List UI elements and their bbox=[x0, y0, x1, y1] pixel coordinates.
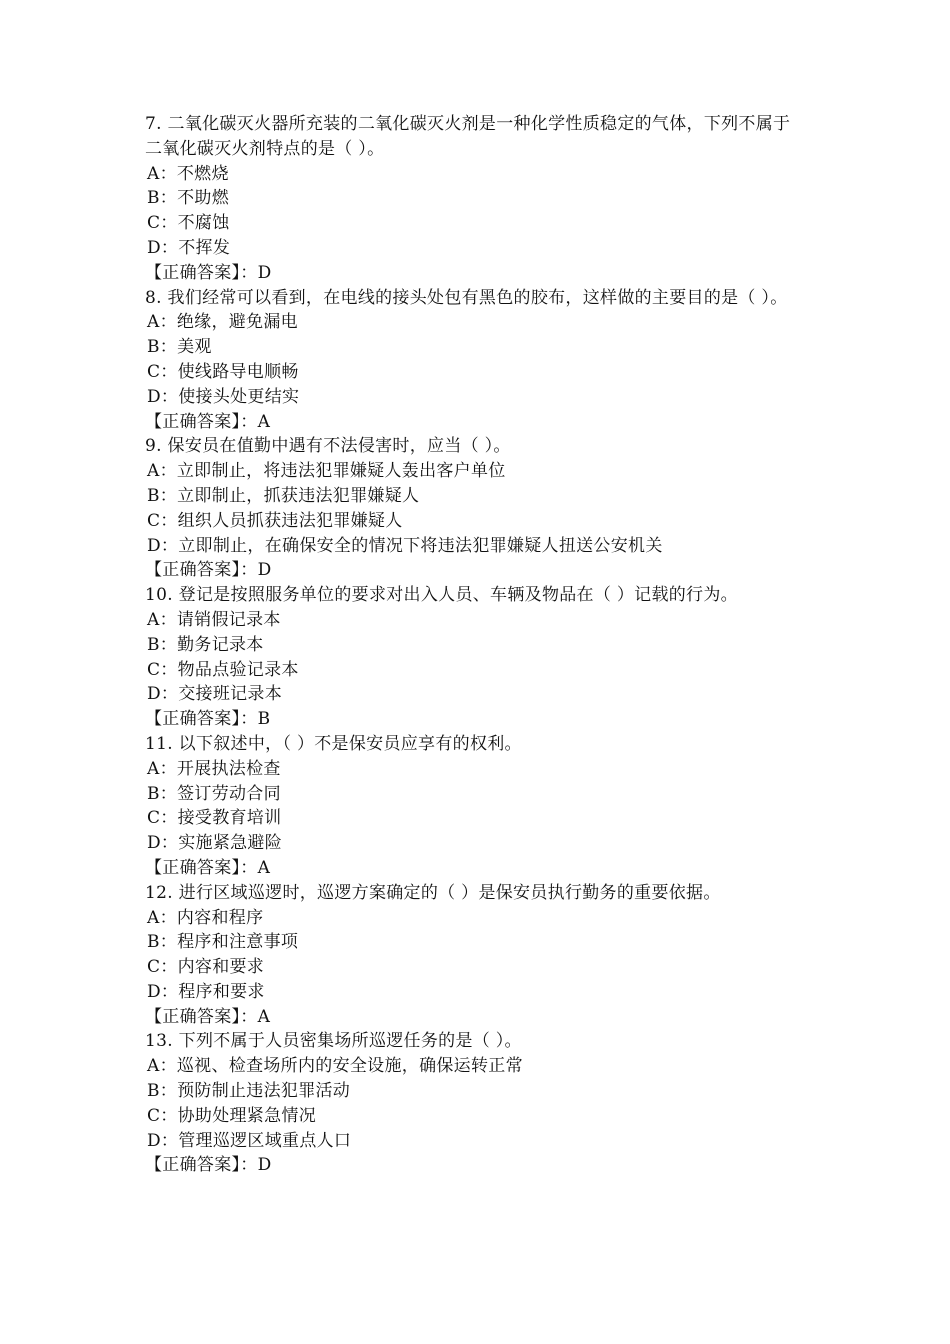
correct-answer: 【正确答案】：D bbox=[145, 1155, 272, 1176]
question-stem: 12. 进行区域巡逻时，巡逻方案确定的（ ）是保安员执行勤务的重要依据。 bbox=[145, 882, 721, 903]
question-10 bbox=[145, 583, 815, 732]
question-stem: 9. 保安员在值勤中遇有不法侵害时，应当（ ）。 bbox=[145, 436, 511, 457]
question-stem: 7. 二氧化碳灭火器所充装的二氧化碳灭火剂是一种化学性质稳定的气体，下列不属于二氧化碳灭火剂特点的是（ ）。 bbox=[145, 114, 791, 159]
option-a: A：开展执法检查 bbox=[147, 758, 281, 779]
question-11 bbox=[145, 732, 815, 881]
option-a: A：立即制止，将违法犯罪嫌疑人轰出客户单位 bbox=[147, 461, 506, 482]
option-b: B：勤务记录本 bbox=[147, 634, 264, 655]
option-c: C：协助处理紧急情况 bbox=[147, 1105, 317, 1126]
option-a: A：绝缘，避免漏电 bbox=[147, 312, 298, 333]
correct-answer: 【正确答案】：B bbox=[145, 709, 271, 730]
option-d: D：交接班记录本 bbox=[147, 684, 283, 705]
correct-answer: 【正确答案】：A bbox=[145, 1006, 271, 1027]
question-13 bbox=[145, 1029, 815, 1178]
option-b: B：预防制止违法犯罪活动 bbox=[147, 1081, 351, 1102]
correct-answer: 【正确答案】：A bbox=[145, 857, 271, 878]
question-stem: 13. 下列不属于人员密集场所巡逻任务的是（ ）。 bbox=[145, 1031, 522, 1052]
option-d: D：实施紧急避险 bbox=[147, 833, 283, 854]
question-7 bbox=[145, 112, 815, 286]
option-b: B：美观 bbox=[147, 337, 212, 358]
document-page bbox=[145, 112, 815, 1178]
option-a: A：巡视、检查场所内的安全设施，确保运转正常 bbox=[147, 1056, 523, 1077]
option-d: D：程序和要求 bbox=[147, 981, 265, 1002]
option-c: C：物品点验记录本 bbox=[147, 659, 299, 680]
option-d: D：使接头处更结实 bbox=[147, 386, 300, 407]
option-b: B：程序和注意事项 bbox=[147, 932, 299, 953]
option-b: B：签订劳动合同 bbox=[147, 783, 281, 804]
option-a: A：请销假记录本 bbox=[147, 609, 281, 630]
correct-answer: 【正确答案】：A bbox=[145, 411, 271, 432]
question-12 bbox=[145, 881, 815, 1030]
option-d: D：管理巡逻区域重点人口 bbox=[147, 1130, 352, 1151]
question-stem: 10. 登记是按照服务单位的要求对出入人员、车辆及物品在（ ）记载的行为。 bbox=[145, 585, 738, 606]
option-a: A：内容和程序 bbox=[147, 907, 264, 928]
option-d: D：不挥发 bbox=[147, 237, 231, 258]
question-stem: 8. 我们经常可以看到，在电线的接头处包有黑色的胶布，这样做的主要目的是（ ）。 bbox=[145, 287, 788, 308]
question-8 bbox=[145, 286, 815, 435]
correct-answer: 【正确答案】：D bbox=[145, 560, 272, 581]
option-c: C：组织人员抓获违法犯罪嫌疑人 bbox=[147, 510, 403, 531]
question-stem: 11. 以下叙述中，（ ）不是保安员应享有的权利。 bbox=[145, 733, 522, 754]
option-b: B：立即制止，抓获违法犯罪嫌疑人 bbox=[147, 485, 420, 506]
option-c: C：接受教育培训 bbox=[147, 808, 282, 829]
option-c: C：使线路导电顺畅 bbox=[147, 361, 299, 382]
option-c: C：不腐蚀 bbox=[147, 213, 230, 234]
option-b: B：不助燃 bbox=[147, 188, 229, 209]
option-c: C：内容和要求 bbox=[147, 957, 265, 978]
option-d: D：立即制止，在确保安全的情况下将违法犯罪嫌疑人扭送公安机关 bbox=[147, 535, 663, 556]
option-a: A：不燃烧 bbox=[147, 163, 229, 184]
question-9 bbox=[145, 434, 815, 583]
correct-answer: 【正确答案】：D bbox=[145, 262, 272, 283]
